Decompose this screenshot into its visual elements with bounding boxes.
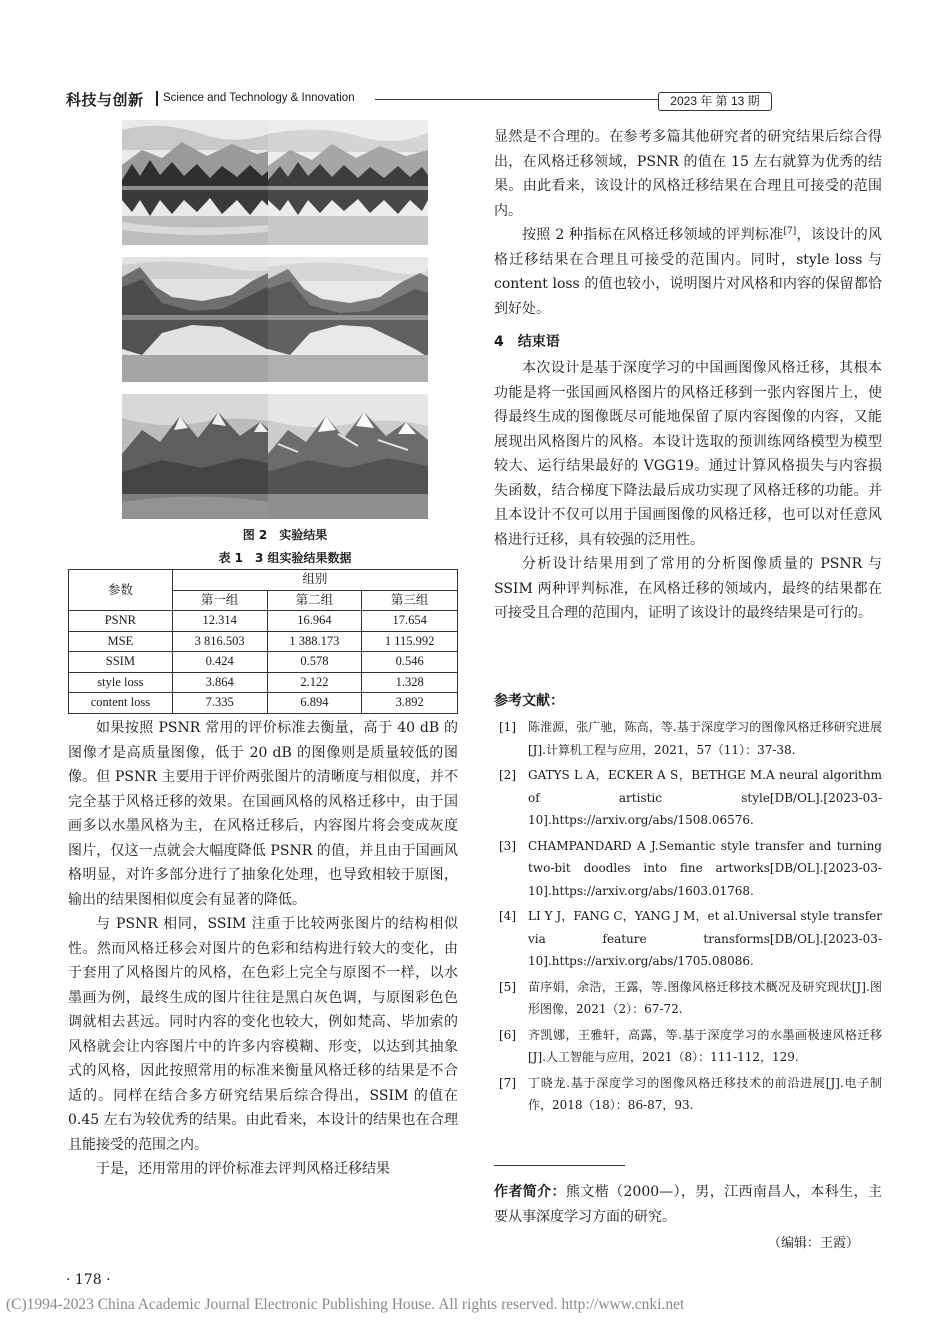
table-cell: 0.424 (172, 652, 267, 673)
paragraph: 与 PSNR 相同，SSIM 注重于比较两张图片的结构相似性。然而风格迁移会对图片的色彩和结构进行较大的变化，由于套用了风格图片的风格，在色彩上完全与原图不一样，以水墨画为例，最终生成的图片往往是黑白灰色调，与原图彩色色调就相去甚远。同时内容的变化也较大，例如梵高、毕加索的风格就会让内容图片中的许多内容模糊、形变，以达到其抽象式的风格，因此按照常用的标准来衡量风格迁移的结果是不合适的。同样在结合多方研究结果后综合得出，SSIM 的值在 0.45 左右为较优秀的结果。由此看来，本设计的结果也在合理且能接受的范围之内。 (68, 916, 458, 1153)
photo-result-1 (268, 120, 428, 245)
reference-text: 齐凯娜，王雅轩，高露，等.基于深度学习的水墨画极速风格迁移[J].人工智能与应用，2021（8）：111-112，129. (528, 1027, 882, 1064)
figure-caption: 图 2 实验结果 (242, 528, 328, 542)
reference-list (499, 716, 882, 1120)
table-row (69, 631, 458, 652)
reference-text: 苗序娟，余浩，王露，等.图像风格迁移技术概况及研究现状[J].图形图像，2021（2）：67-72. (528, 979, 882, 1016)
table-row (69, 672, 458, 693)
reference-item (499, 1072, 882, 1117)
author-label: 作者简介： (494, 1184, 566, 1200)
table-cell: 7.335 (172, 693, 267, 714)
table-row (69, 652, 458, 673)
table-cell: 1 115.992 (362, 631, 458, 652)
paragraph-part: 按照 2 种指标在风格迁移领域的评判标准 (522, 227, 784, 243)
table-header-param: 参数 (69, 570, 173, 611)
figure-photo-grid (122, 120, 460, 520)
table-cell: 3 816.503 (172, 631, 267, 652)
table-cell: 0.578 (267, 652, 362, 673)
table-caption: 表 1 3 组实验结果数据 (218, 551, 352, 565)
photo-content-3 (122, 394, 282, 519)
right-column-text-conclusion (494, 356, 882, 626)
reference-text: CHAMPANDARD A J.Semantic style transfer and turning two-bit doodles into fine artworks[DB/OL].[2023-03-10].https://arxiv.org/abs/1603.01768. (528, 838, 882, 898)
reference-number: [1] (499, 720, 516, 734)
reference-number: [3] (499, 838, 516, 853)
table-cell: 0.546 (362, 652, 458, 673)
page-number: · 178 · (66, 1272, 111, 1288)
table-cell: 2.122 (267, 672, 362, 693)
table-cell: 12.314 (172, 611, 267, 632)
citation-ref: [7] (783, 226, 797, 237)
reference-text: 丁晓龙.基于深度学习的图像风格迁移技术的前沿进展[J].电子制作，2018（18）：86-87，93. (528, 1075, 882, 1112)
reference-item (499, 835, 882, 903)
table-cell: 17.654 (362, 611, 458, 632)
table-col-header: 第三组 (362, 590, 458, 611)
reference-number: [7] (499, 1075, 516, 1090)
table-cell: 16.964 (267, 611, 362, 632)
footnote-rule (494, 1165, 625, 1166)
reference-item (499, 976, 882, 1021)
results-table (68, 569, 458, 714)
table-col-header: 第二组 (267, 590, 362, 611)
paragraph: 本次设计是基于深度学习的中国画图像风格迁移，其根本功能是将一张国画风格图片的风格迁移到一张内容图片上，使得最终生成的图像既尽可能地保留了原内容图像的内容，又能展现出风格图片的风格。本设计选取的预训练网络模型为模型较大、运行结果最好的 VGG19。通过计算风格损失与内容损失函数，结合梯度下降法最后成功实现了风格迁移的功能。并且本设计不仅可以用于国画图像的风格迁移，也可以对任意风格进行迁移，具有较强的泛用性。 (494, 360, 882, 548)
table-cell: 3.892 (362, 693, 458, 714)
reference-text: 陈淮源，张广驰，陈高，等.基于深度学习的图像风格迁移研究进展[J].计算机工程与应用，2021，57（11）：37-38. (528, 720, 882, 757)
header-separator (156, 91, 158, 106)
section-heading: 4 结束语 (494, 334, 560, 350)
paragraph: 显然是不合理的。在参考多篇其他研究者的研究结果后综合得出，在风格迁移领域，PSNR 的值在 15 左右就算为优秀的结果。由此看来，该设计的风格迁移结果在合理且可接受的范围内。 (494, 129, 882, 219)
references-heading: 参考文献： (494, 693, 564, 709)
table-cell: 1 388.173 (267, 631, 362, 652)
header-rule (375, 99, 658, 100)
reference-number: [2] (499, 768, 516, 782)
journal-title-cn: 科技与创新 (66, 91, 144, 109)
table-cell: 3.864 (172, 672, 267, 693)
photo-content-1 (122, 120, 282, 245)
reference-item (499, 764, 882, 832)
table-row-label: content loss (69, 693, 173, 714)
author-bio (494, 1180, 882, 1230)
table-row-label: style loss (69, 672, 173, 693)
author-text: 熊文楷（2000—），男，江西南昌人，本科生，主要从事深度学习方面的研究。 (494, 1184, 882, 1225)
table-col-header: 第一组 (172, 590, 267, 611)
paragraph-part: ，该设计的风格迁移结果在合理且可接受的范围内。同时，style loss 与 content loss 的值也较小，说明图片对风格和内容的保留都恰到好处。 (494, 227, 883, 317)
right-column-text-top (494, 125, 882, 321)
table-header-group: 组别 (172, 570, 457, 591)
paragraph: 如果按照 PSNR 常用的评价标准去衡量，高于 40 dB 的图像才是高质量图像，低于 20 dB 的图像则是质量较低的图像。但 PSNR 主要用于评价两张图片的清晰度与相似度，并不完全基于风格迁移的效果。在国画风格的风格迁移中，由于国画多以水墨风格为主，在风格迁移后，内容图片将会变成灰度图片，仅这一点就会大幅度降低 PSNR 的值，并且由于国画风格明显，对许多部分进行了抽象化处理，也导致相较于原图，输出的结果图相似度会有显著的降低。 (68, 720, 458, 908)
table-row (69, 611, 458, 632)
table-row-label: PSNR (69, 611, 173, 632)
reference-number: [4] (499, 909, 516, 923)
table-cell: 6.894 (267, 693, 362, 714)
paragraph: 分析设计结果用到了常用的分析图像质量的 PSNR 与 SSIM 两种评判标准，在风格迁移的领域内，最终的结果都在可接受且合理的范围内，证明了该设计的最终结果是可行的。 (494, 556, 882, 621)
photo-result-3 (268, 394, 428, 519)
paragraph: 于是，还用常用的评价标准去评判风格迁移结果 (96, 1161, 390, 1177)
table-row-label: SSIM (69, 652, 173, 673)
paragraph (494, 223, 882, 321)
photo-content-2 (122, 257, 282, 382)
reference-item (499, 905, 882, 973)
reference-item (499, 1024, 882, 1069)
photo-result-2 (268, 257, 428, 382)
copyright-watermark: (C)1994-2023 China Academic Journal Electronic Publishing House. All rights reserved. http://www.cnki.net (6, 1296, 685, 1313)
reference-text: LI Y J，FANG C，YANG J M，et al.Universal style transfer via feature transforms[DB/OL].[2023-03-10].https://arxiv.org/abs/1705.08086. (528, 909, 882, 968)
reference-item (499, 716, 882, 761)
table-row (69, 693, 458, 714)
journal-title-en: Science and Technology & Innovation (163, 92, 355, 104)
reference-number: [6] (499, 1027, 516, 1042)
table-cell: 1.328 (362, 672, 458, 693)
editor-note: （编辑：王霞） (768, 1236, 860, 1251)
table-row-label: MSE (69, 631, 173, 652)
left-column-text (68, 716, 458, 1182)
issue-badge: 2023 年 第 13 期 (658, 92, 772, 111)
reference-number: [5] (499, 979, 516, 994)
reference-text: GATYS L A，ECKER A S，BETHGE M.A neural algorithm of artistic style[DB/OL].[2023-03-10].https://arxiv.org/abs/1508.06576. (528, 768, 882, 827)
